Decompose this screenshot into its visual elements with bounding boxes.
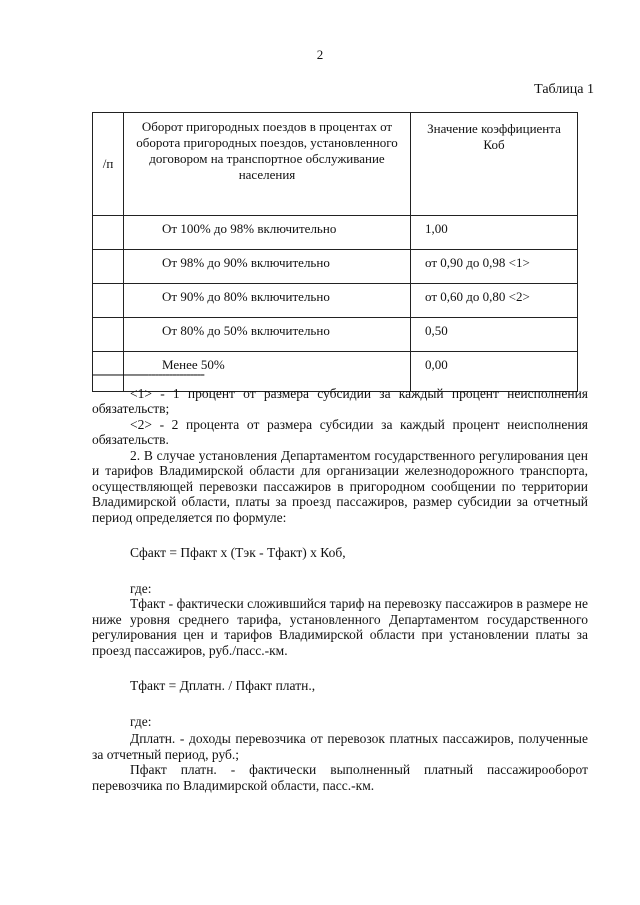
coefficient-table — [92, 112, 578, 392]
footnote-1: <1> - 1 процент от размера субсидии за каждый процент неисполнения обязательств; — [92, 385, 588, 416]
table-row — [93, 250, 578, 284]
page-number: 2 — [316, 47, 324, 62]
footnote-separator: -------------------------------- — [92, 366, 204, 381]
row-value-cell: 0,50 — [411, 318, 578, 352]
footnote-2: <2> - 2 процента от размера субсидии за каждый процент неисполнения обязательств. — [92, 416, 588, 447]
row-range-cell: Менее 50% — [124, 352, 411, 392]
header-coefficient-cell: Значение коэффициента Коб — [411, 113, 578, 216]
table-row — [93, 318, 578, 352]
row-value-cell: от 0,90 до 0,98 <1> — [411, 250, 578, 284]
notes-section — [92, 366, 588, 793]
row-range-cell: От 100% до 98% включительно — [124, 216, 411, 250]
row-value-cell: 0,00 — [411, 352, 578, 392]
table-caption: Таблица 1 — [534, 82, 594, 97]
row-range-cell: От 80% до 50% включительно — [124, 318, 411, 352]
row-range-cell: От 90% до 80% включительно — [124, 284, 411, 318]
row-range-cell: От 98% до 90% включительно — [124, 250, 411, 284]
row-number-cell — [93, 284, 124, 318]
paragraph-2: 2. В случае установления Департаментом государственного регулирования цен и тарифов Владимирской области для организации железнодорожного транспорта, осуществляющей перевозки пассажиров в пригородном сообщении по территории Владимирской области, платы за проезд пассажиров, размер субсидии за отчетный период определяется по формуле: — [92, 447, 588, 525]
formula-subsidy: Сфакт = Пфакт x (Тэк - Тфакт) x Коб, — [130, 545, 346, 560]
definition-tfakt: Тфакт - фактически сложившийся тариф на перевозку пассажиров в размере не ниже уровня среднего тарифа, установленного Департаментом государственного регулирования цен и тарифов Владимирской области при установлении платы за проезд пассажиров, руб./пасс.-км. — [92, 596, 588, 658]
formula-tfakt: Тфакт = Дплатн. / Пфакт платн., — [130, 678, 316, 693]
table-row — [93, 216, 578, 250]
definition-dplatn: Дплатн. - доходы перевозчика от перевозок платных пассажиров, полученные за отчетный период, руб.; — [92, 731, 588, 762]
row-number-cell — [93, 216, 124, 250]
table-header-row — [93, 113, 578, 216]
where-label: где: — [130, 713, 152, 729]
row-number-cell — [93, 250, 124, 284]
row-value-cell: от 0,60 до 0,80 <2> — [411, 284, 578, 318]
table-row — [93, 284, 578, 318]
row-value-cell: 1,00 — [411, 216, 578, 250]
header-turnover-cell: Оборот пригородных поездов в процентах от оборота пригородных поездов, установленного договором на транспортное обслуживание населения — [124, 113, 411, 216]
row-number-cell — [93, 318, 124, 352]
where-label: где: — [130, 580, 152, 596]
definition-pfakt: Пфакт платн. - фактически выполненный платный пассажирооборот перевозчика по Владимирской области, пасс.-км. — [92, 762, 588, 793]
header-number-cell: /п — [93, 113, 124, 216]
